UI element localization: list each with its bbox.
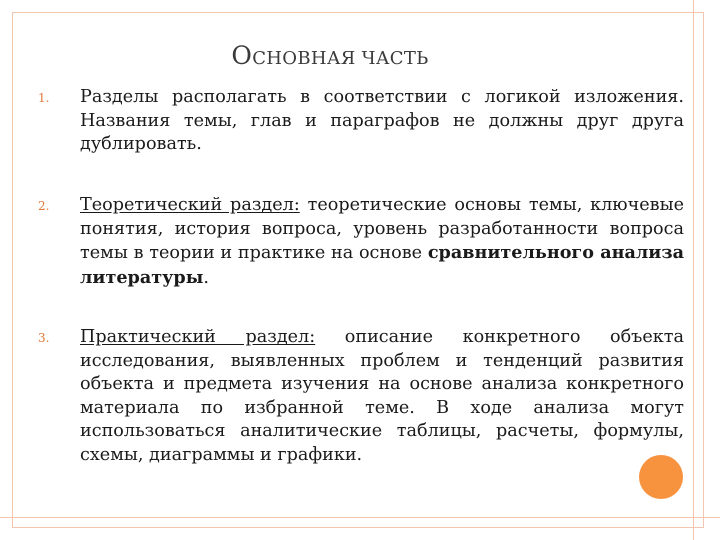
item-number: 3. [38,331,50,345]
list-item-1 [38,86,684,157]
item-2-label: Теоретический раздел: [80,195,300,215]
title-cap: О [231,41,253,70]
item-2-end: . [203,267,209,288]
frame-line-horizontal [0,517,720,518]
slide-title [0,41,660,70]
item-2-text: теоретические основы темы, ключевые понятия, история вопроса, уровень разработанности вопроса темы в теории и практике на основе [80,195,684,263]
item-2-bold: сравнительного анализа литературы [80,242,684,288]
item-text [80,86,684,157]
list-item-3 [38,326,684,467]
item-number: 1. [38,91,50,105]
title-rest: СНОВНАЯ ЧАСТЬ [252,48,429,69]
item-1-text: Разделы располагать в соответствии с логикой изложения. Названия темы, глав и параграфов не должны друг друга дублировать. [80,87,684,154]
item-text [80,326,684,467]
item-number: 2. [38,199,50,213]
frame-line-vertical [693,0,694,540]
item-3-label: Практический раздел: [80,327,316,347]
decorative-circle [639,455,683,499]
item-text [80,194,684,290]
item-3-text: описание конкретного объекта исследования, выявленных проблем и тенденций развития объекта и предмета изучения на основе анализа конкретного материала по избранной теме. В ходе анализа могут использоваться аналитические таблицы, расчеты, формулы, схемы, диаграммы и графики. [80,327,684,465]
list-item-2 [38,194,684,290]
